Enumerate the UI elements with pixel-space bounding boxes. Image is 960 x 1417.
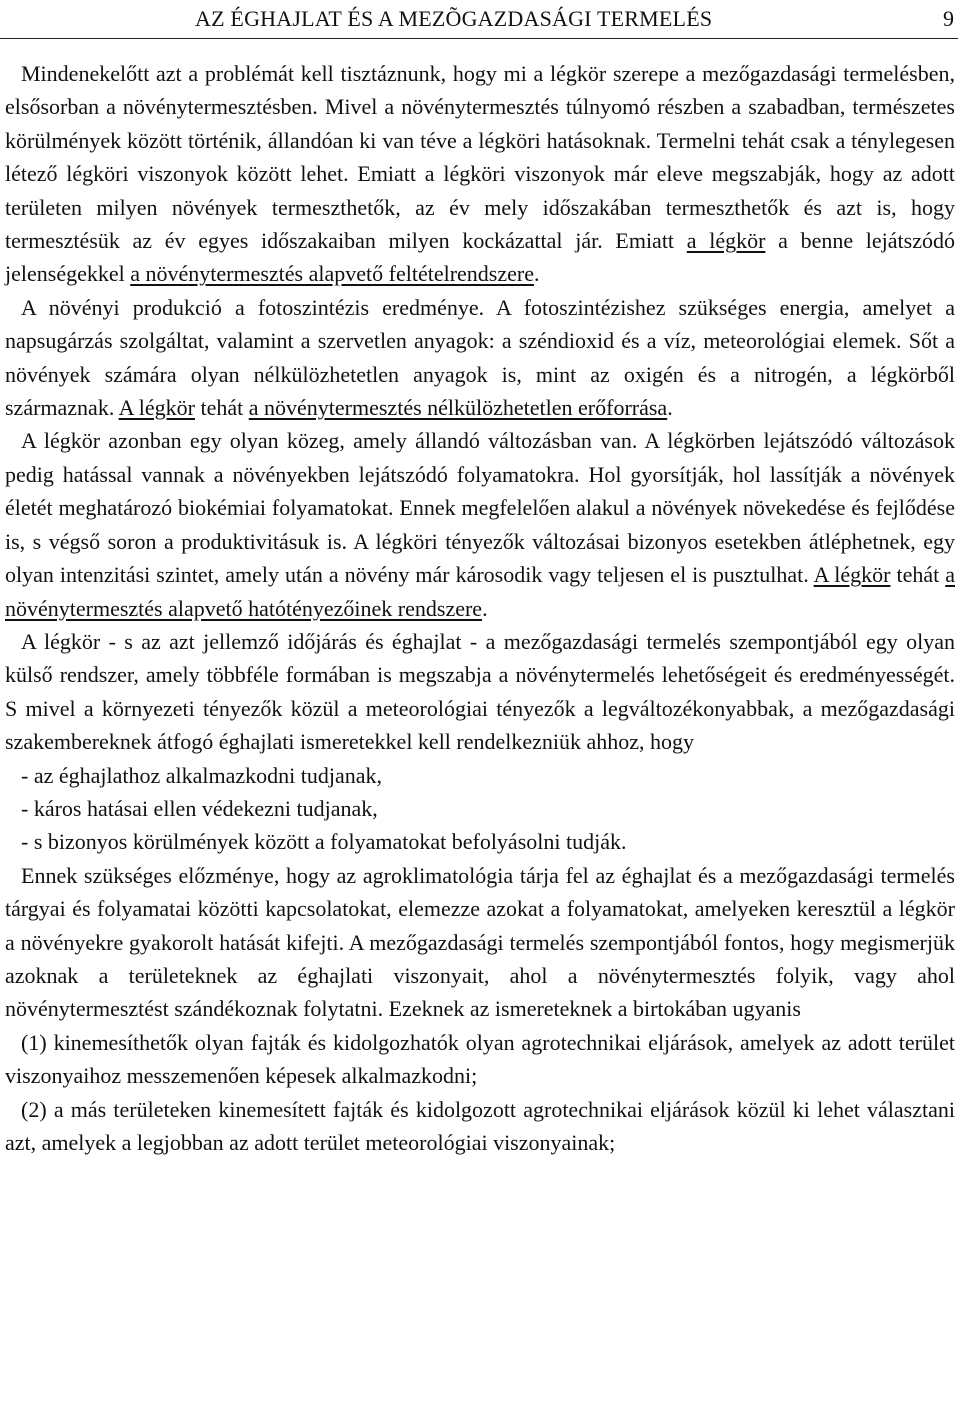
paragraph-1-text-c: . [533, 261, 540, 287]
paragraph-2 [5, 291, 955, 425]
paragraph-4 [5, 625, 955, 759]
bullet-2: - káros hatásai ellen védekezni tudjanak, [21, 795, 378, 821]
bullet-3: - s bizonyos körülmények között a folyamatokat befolyásolni tudják. [21, 829, 627, 855]
paragraph-1-underline-a: a légkör [686, 228, 766, 254]
paragraph-2-text-b: tehát [195, 395, 249, 421]
numbered-item-1: (1) kinemesíthetők olyan fajták és kidolgozhatók olyan agrotechnikai eljárások, amelyek az adott terület viszonyaihoz messzemenően képesek alkalmazkodni; [5, 1029, 955, 1089]
paragraph-3-underline-b: a növénytermesztés alapvető hatótényezőinek rendszere [5, 562, 955, 621]
page-number: 9 [943, 6, 954, 31]
paragraph-2-text-c: . [667, 395, 673, 421]
paragraph-1 [5, 57, 955, 291]
paragraph-3-underline-a: A légkör [813, 562, 891, 588]
bullet-1: - az éghajlathoz alkalmazkodni tudjanak, [21, 762, 383, 788]
numbered-item-2: (2) a más területeken kinemesített fajták és kidolgozott agrotechnikai eljárások közül ki lehet választani azt, amelyek a legjobban az adott terület meteorológiai viszonyainak; [5, 1096, 955, 1155]
body-text [5, 57, 955, 1159]
running-header [0, 0, 958, 39]
paragraph-1-text-a: Mindenekelőtt azt a problémát kell tisztáznunk, hogy mi a légkör szerepe a mezőgazdasági termelésben, elsősorban a növénytermesztésben. Mivel a növénytermesztés túlnyomó részben a szabadban, természetes körülmények között történik, állandóan ki van téve a légköri hatásoknak. Termelni tehát csak a ténylegesen létező légköri viszonyok között lehet. Emiatt a légköri viszonyok már eleve megszabják, hogy az adott területen milyen növények termeszthetők, az év mely időszakában termeszthetők és azt is, hogy termesztésük az év egyes időszakaiban milyen kockázattal jár. Emiatt [5, 61, 955, 254]
paragraph-3-text-b: tehát [890, 562, 946, 588]
paragraph-3 [5, 424, 955, 624]
paragraph-2-underline-a: A légkör [118, 395, 195, 421]
paragraph-2-underline-b: a növénytermesztés nélkülözhetetlen erőforrása [248, 395, 668, 421]
paragraph-3-text-a: A légkör azonban egy olyan közeg, amely állandó változásban van. A légkörben lejátszódó változások pedig hatással vannak a növényekben lejátszódó folyamatokra. Hol gyorsítják, hol lassítják a növények életét meghatározó biokémiai folyamatokat. Ennek megfelelően alakul a növények növekedése és fejlődése is, s végső soron a produktivitásuk is. A légköri tényezők változásai bizonyos esetekben átléphetnek, egy olyan intenzitási szintet, amely után a növény már károsodik vagy teljesen el is pusztulhat. [5, 428, 955, 588]
header-title: AZ ÉGHAJLAT ÉS A MEZÕGAZDASÁGI TERMELÉS [195, 6, 713, 31]
paragraph-1-text-b: a benne lejátszódó jelenségekkel [5, 228, 955, 287]
paragraph-3-text-c: . [482, 595, 488, 621]
paragraph-2-text-a: A növényi produkció a fotoszintézis eredménye. A fotoszintézishez szükséges energia, amelyet a napsugárzás szolgáltat, valamint a szervetlen anyagok: a széndioxid és a víz, meteorológiai elemek. Sőt a növények számára olyan nélkülözhetetlen anyagok is, mint az oxigén és a nitrogén, a légkörből származnak. [5, 294, 955, 421]
paragraph-4-text: A légkör - s az azt jellemző időjárás és éghajlat - a mezőgazdasági termelés szempontjából egy olyan külső rendszer, amely többféle formában is megszabja a növénytermelés lehetőségeit és eredményességét. S mivel a környezeti tényezők közül a meteorológiai tényezők a legváltozékonyabbak, a mezőgazdasági szakembereknek átfogó éghajlati ismeretekkel kell rendelkezniük ahhoz, hogy [5, 628, 955, 755]
paragraph-5: Ennek szükséges előzménye, hogy az agroklimatológia tárja fel az éghajlat és a mezőgazdasági termelés tárgyai és folyamatai közötti kapcsolatokat, elemezze azokat a folyamatokat, amelyeken keresztül a légkör a növényekre gyakorolt hatását kifejti. A mezőgazdasági termelés szempontjából fontos, hogy megismerjük azoknak a területeknek az éghajlati viszonyait, ahol a növénytermesztés folyik, vagy ahol növénytermesztést szándékoznak folytatni. Ezeknek az ismereteknek a birtokában ugyanis [5, 862, 955, 1022]
paragraph-1-underline-b: a növénytermesztés alapvető feltételrendszere [130, 261, 534, 287]
